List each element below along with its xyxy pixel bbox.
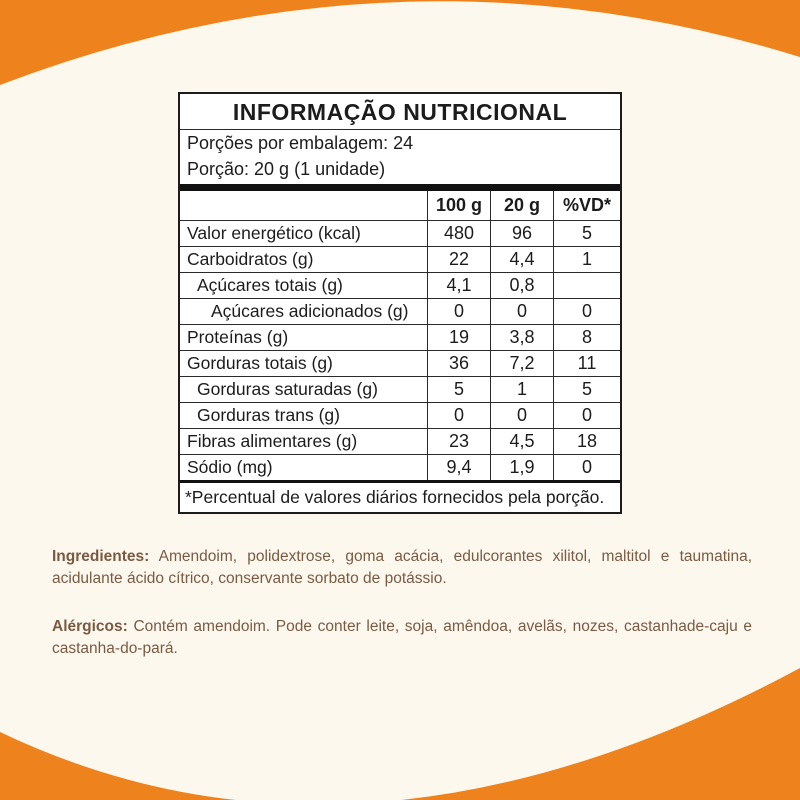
value-vd — [553, 273, 620, 298]
value-100g: 22 — [427, 247, 490, 272]
value-vd: 0 — [553, 455, 620, 480]
header-col-20g: 20 g — [490, 191, 553, 220]
servings-per-package: Porções por embalagem: 24 — [187, 133, 414, 153]
row-label: Proteínas (g) — [187, 327, 289, 347]
ingredients-paragraph — [52, 546, 752, 590]
value-100g: 0 — [427, 299, 490, 324]
value-20g: 4,4 — [490, 247, 553, 272]
value-20g: 0 — [490, 403, 553, 428]
value-vd: 5 — [553, 221, 620, 246]
table-row — [180, 376, 620, 402]
table-row — [180, 324, 620, 350]
value-100g: 5 — [427, 377, 490, 402]
value-100g: 23 — [427, 429, 490, 454]
thick-divider-bar — [180, 184, 620, 191]
row-label: Gorduras totais (g) — [187, 353, 333, 373]
ingredients-label: Ingredientes: — [52, 548, 150, 565]
value-100g: 0 — [427, 403, 490, 428]
portion-size: Porção: 20 g (1 unidade) — [187, 159, 386, 179]
value-20g: 4,5 — [490, 429, 553, 454]
allergens-label: Alérgicos: — [52, 618, 128, 635]
table-row — [180, 298, 620, 324]
table-header-row — [180, 191, 620, 220]
table-row — [180, 454, 620, 480]
value-20g: 1,9 — [490, 455, 553, 480]
value-vd: 11 — [553, 351, 620, 376]
row-label: Açúcares totais (g) — [197, 275, 343, 295]
allergens-paragraph — [52, 616, 752, 660]
product-info-text — [52, 546, 752, 686]
value-20g: 1 — [490, 377, 553, 402]
header-col-100g: 100 g — [427, 191, 490, 220]
value-vd: 1 — [553, 247, 620, 272]
header-col-vd: %VD* — [553, 191, 620, 220]
ingredients-body: Amendoim, polidextrose, goma acácia, edulcorantes xilitol, maltitol e taumatina, acidulante ácido cítrico, conservante sorbato de potássio. — [52, 548, 752, 587]
table-title: INFORMAÇÃO NUTRICIONAL — [180, 94, 620, 130]
table-row — [180, 246, 620, 272]
table-row — [180, 402, 620, 428]
value-vd: 18 — [553, 429, 620, 454]
row-label: Gorduras trans (g) — [197, 405, 340, 425]
table-row — [180, 272, 620, 298]
value-100g: 9,4 — [427, 455, 490, 480]
value-20g: 0,8 — [490, 273, 553, 298]
value-vd: 0 — [553, 403, 620, 428]
row-label: Carboidratos (g) — [187, 249, 314, 269]
value-20g: 7,2 — [490, 351, 553, 376]
value-100g: 36 — [427, 351, 490, 376]
nutrition-facts-table — [178, 92, 622, 514]
row-label: Açúcares adicionados (g) — [211, 301, 409, 321]
value-20g: 3,8 — [490, 325, 553, 350]
allergens-body: Contém amendoim. Pode conter leite, soja, amêndoa, avelãs, nozes, castanhade-caju e castanha-do-pará. — [52, 618, 752, 657]
table-row — [180, 350, 620, 376]
value-100g: 480 — [427, 221, 490, 246]
table-row — [180, 220, 620, 246]
value-vd: 5 — [553, 377, 620, 402]
header-label-spacer — [180, 191, 427, 220]
row-label: Valor energético (kcal) — [187, 223, 361, 243]
table-row — [180, 428, 620, 454]
row-label: Fibras alimentares (g) — [187, 431, 358, 451]
row-label: Gorduras saturadas (g) — [197, 379, 378, 399]
value-100g: 19 — [427, 325, 490, 350]
value-20g: 0 — [490, 299, 553, 324]
value-100g: 4,1 — [427, 273, 490, 298]
value-vd: 0 — [553, 299, 620, 324]
daily-values-footnote: *Percentual de valores diários fornecidos pela porção. — [180, 480, 620, 512]
row-label: Sódio (mg) — [187, 457, 273, 477]
value-vd: 8 — [553, 325, 620, 350]
value-20g: 96 — [490, 221, 553, 246]
